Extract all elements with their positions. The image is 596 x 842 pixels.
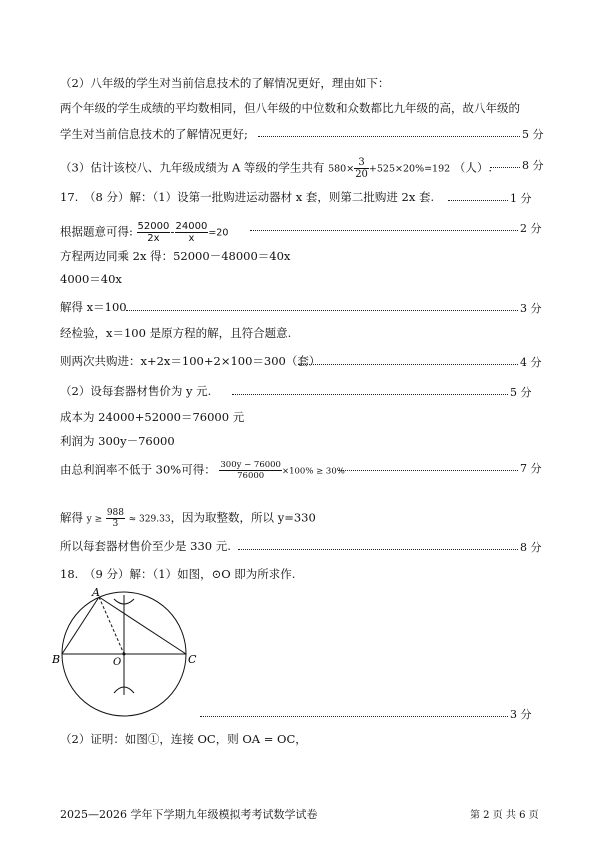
fraction-denominator: x <box>188 233 195 244</box>
part3-expr-a: 580× <box>328 163 355 175</box>
q17-solution-fraction <box>106 508 125 529</box>
leader-dots <box>200 716 508 717</box>
part2-reason-line1: 两个年级的学生成绩的平均数相同，但八年级的中位数和众数都比九年级的高，故八年级的 <box>60 101 520 115</box>
q17-solve: 解得 x＝100 <box>60 300 127 314</box>
fraction-numerator: 52000 <box>137 221 170 232</box>
score-marker: 8 分 <box>522 159 544 172</box>
fraction-denominator: 3 <box>112 519 119 529</box>
leader-dots <box>448 200 508 201</box>
part3-fraction <box>354 157 369 180</box>
score-marker: 1 分 <box>510 192 532 205</box>
score-marker: 5 分 <box>510 386 532 399</box>
leader-dots <box>250 230 518 231</box>
circle-construction-figure <box>52 585 202 717</box>
leader-dots <box>298 364 518 365</box>
score-marker: 8 分 <box>520 541 542 554</box>
score-marker: 7 分 <box>520 462 542 475</box>
label-o: O <box>113 657 122 668</box>
score-marker: 4 分 <box>520 356 542 369</box>
footer-exam-title: 2025—2026 学年下学期九年级模拟考考试数学试卷 <box>60 808 318 821</box>
q17-inequality-label: 由总利润率不低于 30%可得： <box>60 462 216 477</box>
q17-multiply: 方程两边同乘 2x 得：52000－48000＝40x <box>60 249 291 263</box>
fraction-denominator: 2x <box>147 233 160 244</box>
fraction-numerator: 3 <box>354 157 369 169</box>
q17-cost: 成本为 24000+52000＝76000 元 <box>60 410 245 424</box>
q17-inequality-rhs: ×100% ≥ 30% <box>281 466 345 477</box>
leader-dots <box>338 470 518 471</box>
fraction-numerator: 300y − 76000 <box>220 460 281 470</box>
score-marker: 5 分 <box>522 128 544 141</box>
q17-check: 经检验，x＝100 是原方程的解，且符合题意. <box>60 326 292 340</box>
q17-equation-2: 4000＝40x <box>60 272 122 286</box>
segment-ab <box>62 597 99 654</box>
q17-part2: （2）设每套器材售价为 y 元. <box>60 384 212 398</box>
part3-unit: （人）. <box>453 160 492 175</box>
q17-profit: 利润为 300y－76000 <box>60 434 175 448</box>
part2-title: （2）八年级的学生对当前信息技术的了解情况更好，理由如下： <box>60 76 390 90</box>
q17-total: 则两次共购进：x+2x＝100+2×100＝300（套） <box>60 354 321 368</box>
score-marker: 3 分 <box>510 708 532 721</box>
q17-solution-lhs: y ≥ <box>86 514 103 525</box>
q17-equation-line <box>60 221 228 244</box>
q17-heading: 17. （8 分）解：（1）设第一批购进运动器材 x 套，则第二批购进 2x 套. <box>60 190 435 204</box>
leader-dots <box>238 549 518 550</box>
center-point <box>123 653 126 656</box>
q17-minus: - <box>170 224 175 239</box>
leader-dots <box>258 136 520 137</box>
label-b: B <box>52 653 61 666</box>
footer-page-number: 第 2 页 共 6 页 <box>470 810 539 821</box>
fraction-denominator: 20 <box>355 169 368 180</box>
q17-solution-tail: ，因为取整数，所以 y=330 <box>170 510 316 525</box>
label-c: C <box>188 653 197 666</box>
q18-heading: 18. （9 分）解：（1）如图，⊙O 即为所求作. <box>60 567 296 581</box>
score-marker: 2 分 <box>520 222 542 235</box>
part2-reason-line2: 学生对当前信息技术的了解情况更好; <box>60 127 248 141</box>
q17-rhs: =20 <box>208 227 229 239</box>
part3-expr-b: +525×20%=192 <box>368 163 451 175</box>
part3-text: （3）估计该校八、九年级成绩为 A 等级的学生共有 <box>60 160 325 175</box>
q17-solution-rhs: ≈ 329.33 <box>128 514 171 525</box>
q18-part2: （2）证明：如图①，连接 OC，则 OA = OC， <box>60 732 307 746</box>
fraction-denominator: 76000 <box>237 471 265 481</box>
fraction-numerator: 24000 <box>175 221 208 232</box>
q17-solution-line <box>60 508 316 529</box>
label-a: A <box>92 586 100 599</box>
q17-inequality-line <box>60 460 345 481</box>
q17-fraction-2 <box>175 221 209 244</box>
q17-fraction-1 <box>137 221 171 244</box>
fraction-numerator: 988 <box>106 508 124 518</box>
score-marker: 3 分 <box>520 302 542 315</box>
q17-inequality-fraction <box>219 460 282 481</box>
segment-ac <box>99 597 186 654</box>
part3-line <box>60 157 492 180</box>
leader-dots <box>126 310 518 311</box>
q17-final: 所以每套器材售价至少是 330 元. <box>60 539 231 553</box>
leader-dots <box>232 394 508 395</box>
q17-equation-label: 根据题意可得: <box>60 224 133 239</box>
q17-solution-label: 解得 <box>60 510 83 525</box>
leader-dots <box>490 167 520 168</box>
